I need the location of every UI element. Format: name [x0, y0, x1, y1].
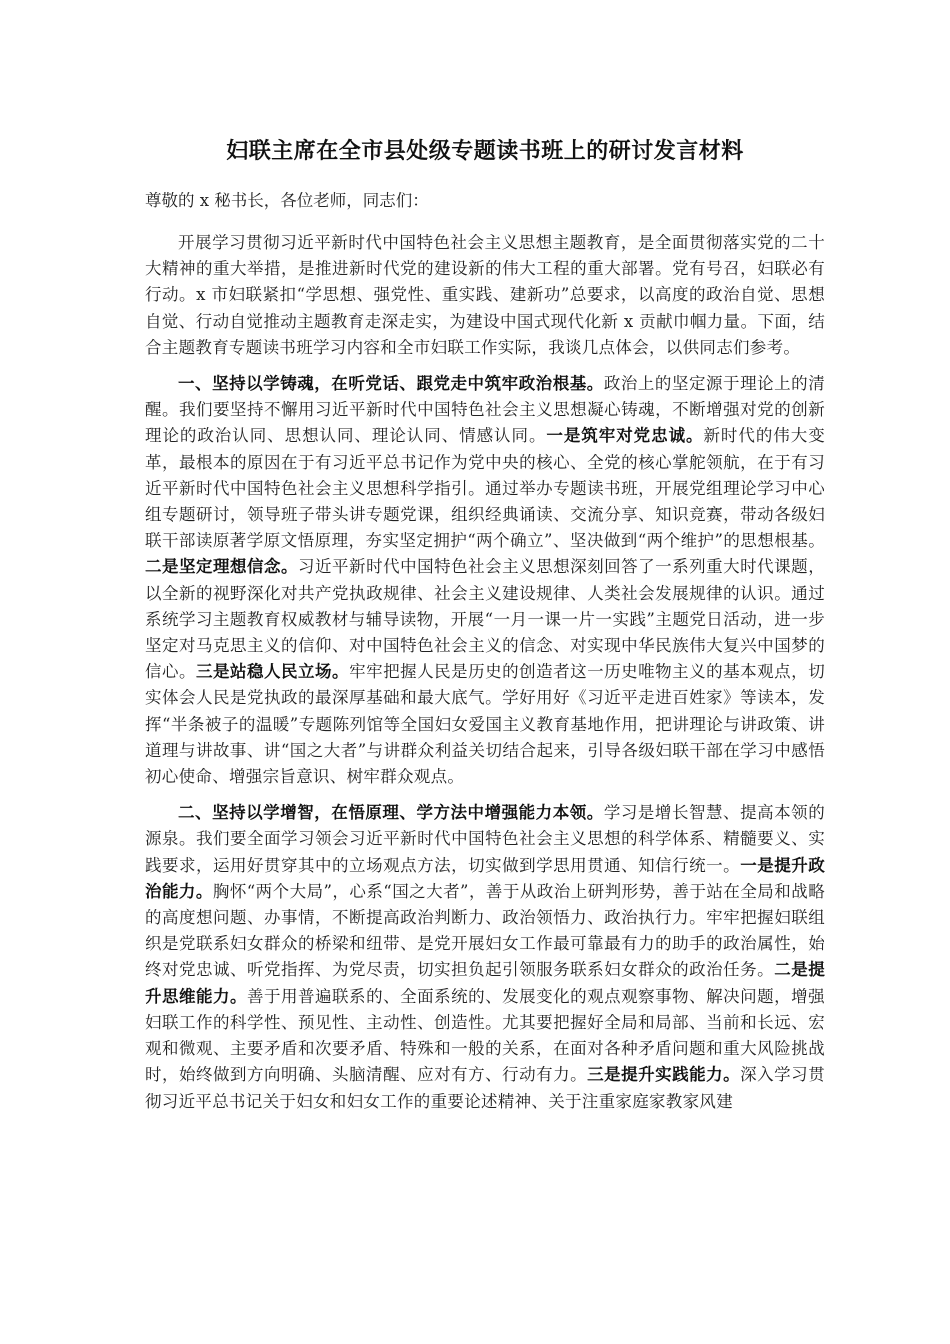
- paragraph-text: 牢牢把握人民是历史的创造者这一历史唯物主义的基本观点，切实体会人民是党执政的最深厚基础和最大底气。学好用好《习近平走进百姓家》等读本，发挥“半条被子的温暖”专题陈列馆等全国妇女爱国主义教育基地作用，把讲理论与讲政策、讲道理与讲故事、讲“国之大者”与讲群众利益关切结合起来，引导各级妇联干部在学习中感悟初心使命、增强宗旨意识、树牢群众观点。: [145, 662, 825, 787]
- paragraph-text: 开展学习贯彻习近平新时代中国特色社会主义思想主题教育，是全面贯彻落实党的二十大精神的重大举措，是推进新时代党的建设新的伟大工程的重大部署。党有号召，妇联必有行动。x 市妇联紧扣“学思想、强党性、重实践、建新功”总要求，以高度的政治自觉、思想自觉、行动自觉推动主题教育走深走实，为建设中国式现代化新 x 贡献巾帼力量。下面，结合主题教育专题读书班学习内容和全市妇联工作实际，我谈几点体会，以供同志们参考。: [145, 233, 825, 357]
- body-paragraph: [145, 371, 825, 790]
- paragraph-text: 善于用普遍联系的、全面系统的、发展变化的观点观察事物、解决问题，增强妇联工作的科学性、预见性、主动性、创造性。尤其要把握好全局和局部、当前和长远、宏观和微观、主要矛盾和次要矛盾、特殊和一般的关系，在面对各种矛盾问题和重大风险挑战时，始终做到方向明确、头脑清醒、应对有方、行动有力。: [145, 986, 825, 1085]
- paragraph-text: 胸怀“两个大局”，心系“国之大者”，善于从政治上研判形势，善于站在全局和战略的高度想问题、办事情，不断提高政治判断力、政治领悟力、政治执行力。牢牢把握妇联组织是党联系妇女群众的桥梁和纽带、是党开展妇女工作最可靠最有力的助手的政治属性，始终对党忠诚、听党指挥、为党尽责，切实担负起引领服务联系妇女群众的政治任务。: [145, 881, 825, 980]
- greeting-line: 尊敬的 x 秘书长，各位老师，同志们：: [145, 191, 429, 210]
- document-page: [145, 138, 825, 1125]
- paragraph-text: 深入学习贯彻习近平总书记关于妇女和妇女工作的重要论述精神、关于注重家庭家教家风建: [145, 1065, 825, 1111]
- paragraph-heading: 三是提升实践能力。: [587, 1065, 741, 1085]
- document-title: 妇联主席在全市县处级专题读书班上的研讨发言材料: [226, 139, 744, 164]
- paragraph-heading: 一是筑牢对党忠诚。: [546, 426, 704, 446]
- paragraph-text: 新时代的伟大变革，最根本的原因在于有习近平总书记作为党中央的核心、全党的核心掌舵领航，在于有习近平新时代中国特色社会主义思想科学指引。通过举办专题读书班，开展党组理论学习中心组专题研讨，领导班子带头讲专题党课，组织经典诵读、交流分享、知识竞赛，带动各级妇联干部读原著学原文悟原理，夯实坚定拥护“两个确立”、坚决做到“两个维护”的思想根基。: [145, 426, 825, 551]
- paragraph-text: 学习是增长智慧、提高本领的源泉。我们要全面学习领会习近平新时代中国特色社会主义思想的科学体系、精髓要义、实践要求，运用好贯穿其中的立场观点方法，切实做到学思用贯通、知信行统一。: [145, 803, 825, 875]
- body-paragraph: [145, 230, 825, 361]
- paragraph-heading: 二是提升思维能力。: [145, 960, 825, 1006]
- paragraph-heading: 三是站稳人民立场。: [196, 662, 350, 682]
- paragraph-heading: 二是坚定理想信念。: [145, 557, 299, 577]
- paragraph-text: 习近平新时代中国特色社会主义思想深刻回答了一系列重大时代课题，以全新的视野深化对共产党执政规律、社会主义建设规律、人类社会发展规律的认识。通过系统学习主题教育权威教材与辅导读物，开展“一月一课一片一实践”主题党日活动，进一步坚定对马克思主义的信仰、对中国特色社会主义的信念、对实现中华民族伟大复兴中国梦的信心。: [145, 557, 825, 682]
- paragraph-heading: 一是提升政治能力。: [145, 855, 826, 901]
- paragraph-heading: 一、坚持以学铸魂，在听党话、跟党走中筑牢政治根基。: [178, 374, 604, 394]
- body-paragraph: [145, 800, 825, 1114]
- document-body: [145, 230, 825, 1115]
- paragraph-heading: 二、坚持以学增智，在悟原理、学方法中增强能力本领。: [178, 803, 604, 823]
- paragraph-text: 政治上的坚定源于理论上的清醒。我们要坚持不懈用习近平新时代中国特色社会主义思想凝心铸魂，不断增强对党的创新理论的政治认同、思想认同、理论认同、情感认同。: [145, 374, 825, 446]
